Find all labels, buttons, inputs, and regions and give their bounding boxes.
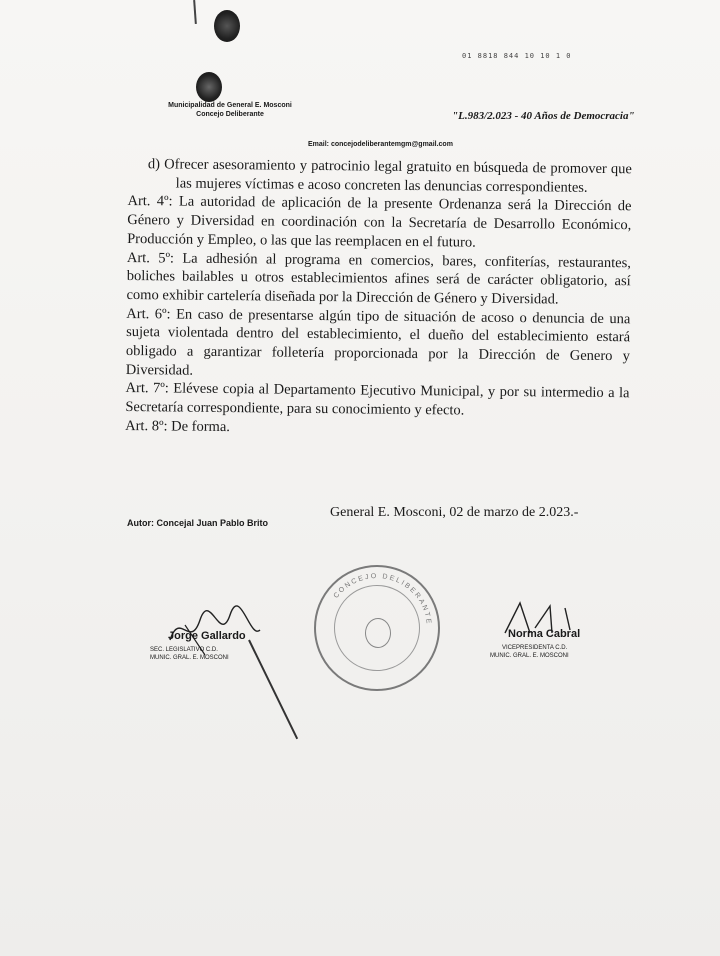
- council-seal-icon: [196, 72, 222, 102]
- signatory-name-right: Norma Cabral: [508, 628, 581, 640]
- article-label: Art. 8º:: [125, 417, 168, 435]
- organization-name: [140, 101, 320, 119]
- article-text: De forma.: [171, 418, 231, 435]
- article-label: Art. 6º:: [126, 305, 171, 323]
- document-body: [125, 155, 632, 441]
- reference-number: 01 8818 844 10 10 1 0: [462, 52, 572, 60]
- article-4: [127, 192, 632, 253]
- place-and-date: General E. Mosconi, 02 de marzo de 2.023.-: [330, 505, 579, 520]
- signatory-role-left-1: SEC. LEGISLATIVO C.D.: [150, 647, 218, 653]
- signatory-role-left-2: MUNIC. GRAL. E. MOSCONI: [150, 655, 229, 661]
- signature-scribble-icon: [490, 598, 610, 648]
- author-line: Autor: Concejal Juan Pablo Brito: [127, 518, 269, 528]
- item-d-label: d): [147, 156, 161, 173]
- stamp-inner-ring: [334, 585, 420, 671]
- signature-right: [490, 598, 610, 668]
- signatory-role-right-1: VICEPRESIDENTA C.D.: [502, 645, 568, 651]
- article-5: [126, 249, 631, 310]
- email-address: Email: concejodeliberantemgm@gmail.com: [308, 141, 453, 148]
- signatory-role-right-2: MUNIC. GRAL. E. MOSCONI: [490, 653, 569, 659]
- article-label: Art. 5º:: [126, 249, 175, 267]
- article-text: La adhesión al programa en comercios, bares, confiterías, restaurantes, boliches bailables u otros establecimientos afines será de carácter obligatorio, así como exhibir cartelería diseñada por la Dirección de Género y Diversidad.: [126, 250, 631, 308]
- signatory-name-left: Jorge Gallardo: [168, 630, 246, 642]
- stamp-text: CONCEJO DELIBERANTE: [332, 572, 433, 626]
- municipal-seal-icon: [214, 10, 240, 42]
- article-label: Art. 4º:: [127, 193, 173, 210]
- article-6: [126, 305, 631, 385]
- article-text: La autoridad de aplicación de la presente Ordenanza será la Dirección de Género y Diversidad en coordinación con la Secretaría de Desarrollo Económico, Producción y Empleo, o las que las reemplacen en el futuro.: [127, 193, 632, 251]
- article-text: Elévese copia al Departamento Ejecutivo Municipal, y por su intermedio a la Secretaría correspondiente, para su conocimiento y efecto.: [125, 380, 630, 419]
- article-7: [125, 379, 629, 422]
- article-text: En caso de presentarse algún tipo de situación de acoso o denuncia de una sujeta violentada dentro del establecimiento, el dueño del establecimiento estará obligado a garantizar folletería proporcionada por la Dirección de Genero y Diversidad.: [125, 306, 631, 379]
- signature-left: [150, 600, 280, 680]
- org-line-2: Concejo Deliberante: [196, 111, 264, 118]
- item-d-text: Ofrecer asesoramiento y patrocinio legal gratuito en búsqueda de promover que las mujeres víctimas e acoso concreten las denuncias correspondientes.: [164, 156, 632, 196]
- org-line-1: Municipalidad de General E. Mosconi: [168, 102, 292, 109]
- item-d: [128, 155, 632, 198]
- stray-mark: [193, 0, 197, 24]
- article-8: [125, 417, 629, 441]
- stamp-emblem-icon: [365, 618, 391, 648]
- motto: "L.983/2.023 - 40 Años de Democracia": [452, 110, 635, 122]
- article-label: Art. 7º:: [125, 380, 169, 397]
- official-stamp: [314, 565, 440, 691]
